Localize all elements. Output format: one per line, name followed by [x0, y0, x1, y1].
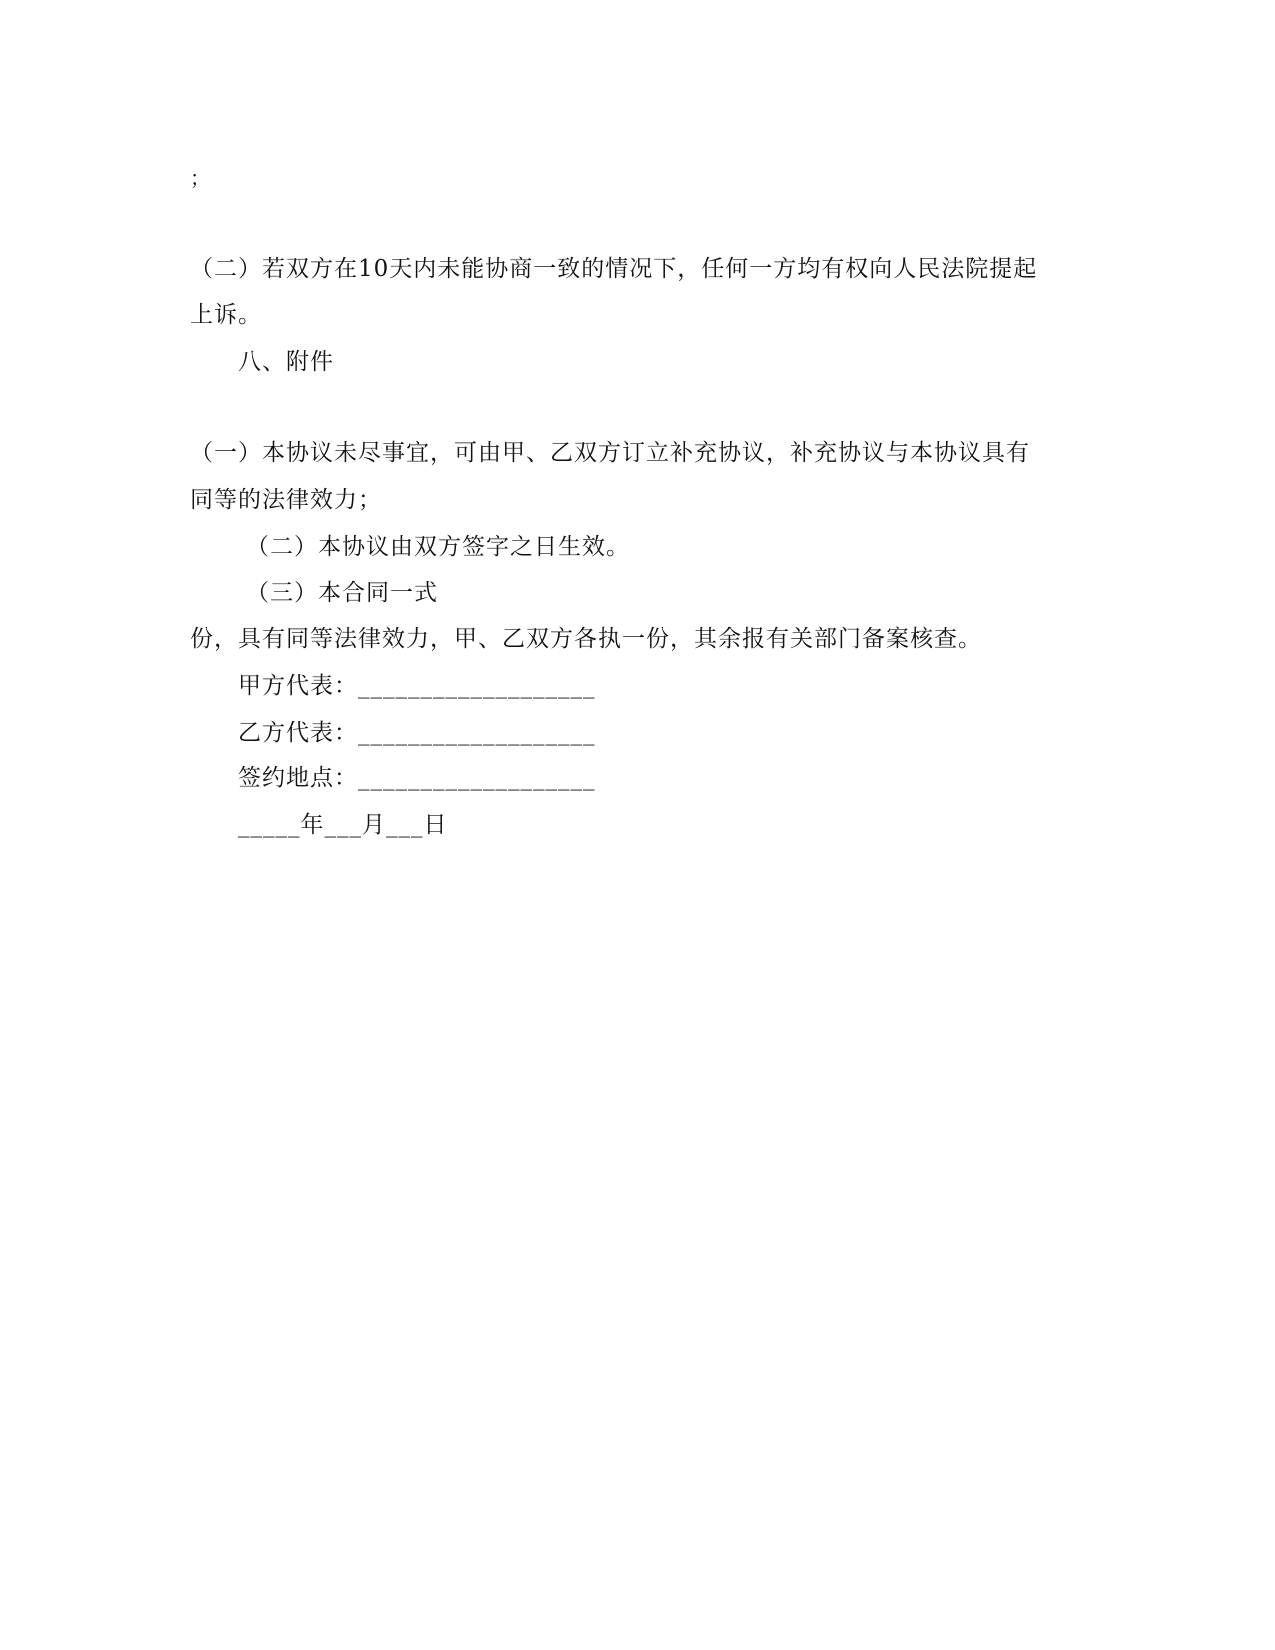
semicolon-line: ；: [190, 166, 211, 190]
clause-8-3-line-1: （三）本合同一式: [246, 580, 438, 606]
clause-8-2: （二）本协议由双方签字之日生效。: [246, 534, 630, 560]
section-8-heading: 八、附件: [238, 349, 334, 375]
clause-8-3-line-2: 份，具有同等法律效力，甲、乙双方各执一份，其余报有关部门备案核查。: [190, 626, 982, 652]
signing-location: 签约地点：___________________: [238, 765, 596, 791]
clause-8-1-line-1: （一）本协议未尽事宜，可由甲、乙双方订立补充协议，补充协议与本协议具有: [190, 440, 1030, 466]
clause-7-2-line-2: 上诉。: [190, 302, 262, 328]
clause-8-1-line-2: 同等的法律效力；: [190, 487, 382, 513]
signing-date: _____年___月___日: [238, 812, 448, 838]
party-a-representative: 甲方代表：___________________: [238, 673, 596, 699]
clause-7-2-line-1: （二）若双方在10天内未能协商一致的情况下，任何一方均有权向人民法院提起: [190, 256, 1038, 282]
party-b-representative: 乙方代表：___________________: [238, 720, 596, 746]
